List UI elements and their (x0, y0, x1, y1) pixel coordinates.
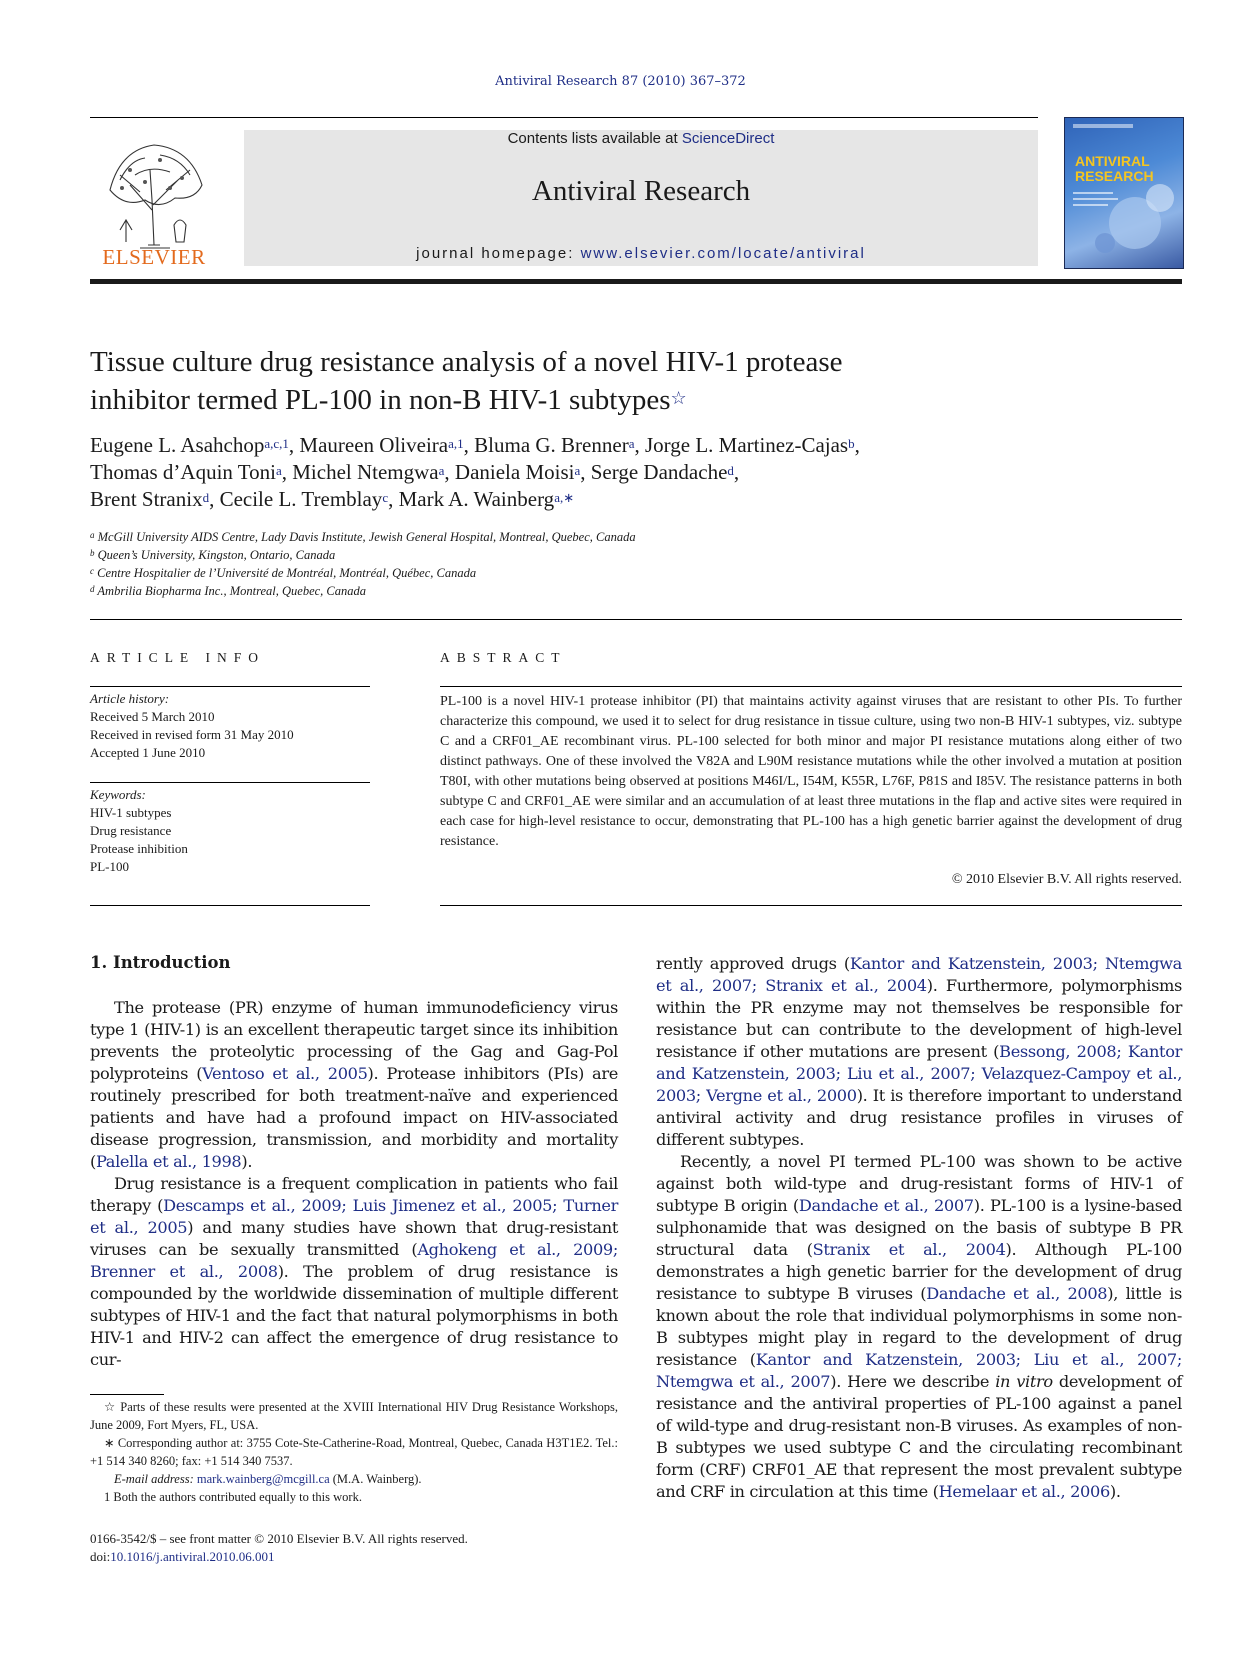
footnote-star: ☆ Parts of these results were presented at the XVIII International HIV Drug Resistance Workshops, June 2009, Fort Myers, FL, USA. (90, 1400, 618, 1432)
article-info-heading: ARTICLE INFO (90, 650, 266, 665)
doi-prefix: doi: (90, 1549, 111, 1564)
abstract-heading: ABSTRACT (440, 650, 567, 665)
author-name: Maureen Oliveira (299, 433, 449, 457)
title-line-2: inhibitor termed PL-100 in non-B HIV-1 subtypes (90, 384, 671, 416)
author-name: Cecile L. Tremblay (219, 487, 383, 511)
cover-artwork (1065, 118, 1183, 268)
affiliation-mark: a (90, 530, 95, 540)
author-separator: , (733, 460, 740, 484)
body-text: rently approved drugs ( (656, 954, 850, 973)
title-star-note[interactable]: ☆ (670, 388, 687, 408)
footnote-equal-contribution: 1 Both the authors contributed equally to this work. (104, 1490, 362, 1504)
citation-link[interactable]: Kantor and Katzenstein, 2003; Ntemgwa et al., 2007; Stranix et al., 2004 (656, 954, 1182, 995)
footnote-email (90, 1470, 618, 1488)
journal-citation[interactable]: Antiviral Research 87 (2010) 367–372 (495, 74, 746, 89)
author-affiliation-mark[interactable]: d (727, 463, 734, 478)
journal-cover-image[interactable] (1064, 117, 1184, 269)
keyword-item: Protease inhibition (90, 841, 188, 856)
title-line-1: Tissue culture drug resistance analysis of a novel HIV-1 protease (90, 346, 843, 378)
affiliation-text: Queen’s University, Kingston, Ontario, Canada (97, 548, 336, 562)
footnote-rule (90, 1394, 164, 1395)
keywords (90, 786, 370, 876)
received-date: Received 5 March 2010 (90, 709, 215, 724)
citation-link[interactable]: Dandache et al., 2008 (926, 1284, 1108, 1303)
info-rule (90, 686, 370, 687)
keyword-item: Drug resistance (90, 823, 172, 838)
body-text: ). (1109, 1482, 1121, 1501)
author-separator: , (288, 433, 300, 457)
section-heading-introduction: 1. Introduction (90, 953, 231, 972)
keyword-item: PL-100 (90, 859, 129, 874)
affiliation-text: Ambrilia Biopharma Inc., Montreal, Quebec, Canada (97, 584, 367, 598)
author-affiliation-mark[interactable]: a,c,1 (264, 436, 289, 451)
abstract-text: PL-100 is a novel HIV-1 protease inhibitor (PI) that maintains activity against viruses that are resistant to other PIs. To further characterize this compound, we used it to select for drug resistance in tissue culture, using two non-B HIV-1 subtypes, viz. subtype C and a CRF01_AE recombinant virus. PL-100 selected for both minor and major PI resistance mutations along either of two distinct pathways. One of these involved the V82A and L90M resistance mutations while the other involved a mutation at position T80I, with other mutations being observed at positions M46I/L, I54M, K55R, L76F, P81S and I85V. The resistance patterns in both subtype C and CRF01_AE were similar and an accumulation of at least three mutations in the flap and active sites were required in each case for high-level resistance to occur, demonstrating that PL-100 has a high genetic barrier against the development of drug resistance. (440, 694, 1182, 849)
contents-line (244, 130, 1038, 147)
article-title (90, 343, 1090, 419)
doi-link[interactable]: 10.1016/j.antiviral.2010.06.001 (110, 1549, 275, 1564)
info-rule (90, 782, 370, 783)
author-affiliation-mark[interactable]: a (628, 436, 635, 451)
author-name: Michel Ntemgwa (292, 460, 439, 484)
citation-link[interactable]: Hemelaar et al., 2006 (938, 1482, 1110, 1501)
affiliation-item (90, 564, 1090, 582)
body-column-right (656, 953, 1182, 1503)
italic-text: in vitro (995, 1372, 1053, 1391)
affiliation-text: McGill University AIDS Centre, Lady Davis Institute, Jewish General Hospital, Montreal, Quebec, Canada (97, 530, 636, 544)
homepage-line (244, 245, 1038, 262)
accepted-date: Accepted 1 June 2010 (90, 745, 206, 760)
citation-link[interactable]: Kantor and Katzenstein, 2003; Liu et al., 2007; Ntemgwa et al., 2007 (656, 1350, 1182, 1391)
author-separator: , (463, 433, 475, 457)
email-suffix: (M.A. Wainberg). (329, 1472, 422, 1486)
paragraph (90, 1173, 618, 1371)
publisher-logo-text: ELSEVIER (102, 245, 206, 269)
citation-link[interactable]: Ventoso et al., 2005 (202, 1064, 368, 1083)
section-rule (90, 619, 1182, 620)
author-affiliation-mark[interactable]: c (382, 490, 389, 505)
front-matter (90, 1530, 690, 1566)
body-text: Drug resistance is a frequent complication in patients who fail therapy ( (90, 1174, 618, 1215)
author-name: Jorge L. Martinez-Cajas (644, 433, 849, 457)
author-separator: , (580, 460, 591, 484)
header-rule-bottom (90, 279, 1182, 284)
affiliations (90, 528, 1090, 600)
body-text: ), little is known about the role that individual polymorphisms in some non-B subtypes might play in regard to the development of drug resistance ( (656, 1284, 1182, 1369)
affiliation-item (90, 528, 1090, 546)
author-line-3 (90, 486, 1190, 513)
body-text: ) and many studies have shown that drug-resistant viruses can be sexually transmitted ( (90, 1218, 618, 1259)
body-text: ). Protease inhibitors (PIs) are routinely prescribed for both treatment-naïve and experienced patients and have had a profound impact on HIV-associated disease progression, transmission, and morbidity and mortality ( (90, 1064, 618, 1171)
keyword-item: HIV-1 subtypes (90, 805, 172, 820)
abstract-rule (440, 686, 1182, 687)
affiliation-mark: d (90, 584, 95, 594)
citation-link[interactable]: Descamps et al., 2009; Luis Jimenez et al., 2005; Turner et al., 2005 (90, 1196, 619, 1237)
journal-name: Antiviral Research (531, 175, 751, 207)
author-name: Brent Stranix (90, 487, 203, 511)
author-separator: , (444, 460, 455, 484)
body-column-left (90, 997, 618, 1371)
body-text: The protease (PR) enzyme of human immunodeficiency virus type 1 (HIV-1) is an excellent therapeutic target since its inhibition prevents the proteolytic processing of the Gag and Gag-Pol polyproteins ( (90, 998, 618, 1083)
author-list (90, 432, 1190, 513)
citation-link[interactable]: Bessong, 2008; Kantor and Katzenstein, 2003; Liu et al., 2007; Velazquez-Campoy et al., 2003; Vergne et al., 2000 (656, 1042, 1182, 1105)
footnote-corresponding: ∗ Corresponding author at: 3755 Cote-Ste-Catherine-Road, Montreal, Quebec, Canada H3T1E2. Tel.: +1 514 340 8260; fax: +1 514 340 7537. (90, 1436, 618, 1468)
abstract-rule (440, 905, 1182, 906)
body-text: ). PL-100 is a lysine-based sulphonamide that was designed on the basis of subtype B PR structural data ( (656, 1196, 1182, 1259)
author-affiliation-mark[interactable]: d (202, 490, 210, 505)
paragraph (656, 1151, 1182, 1503)
author-separator: , (209, 487, 220, 511)
author-name: Bluma G. Brenner (474, 433, 629, 457)
cover-title: ANTIVIRAL RESEARCH (1075, 153, 1154, 184)
citation-link[interactable]: Palella et al., 1998 (95, 1152, 242, 1171)
author-affiliation-mark[interactable]: a (438, 463, 445, 478)
footnotes (90, 1398, 618, 1506)
body-text: ). Here we describe (830, 1372, 996, 1391)
author-affiliation-mark[interactable]: a (275, 463, 282, 478)
citation-link[interactable]: Aghokeng et al., 2009; Brenner et al., 2008 (90, 1240, 618, 1281)
issn-line: 0166-3542/$ – see front matter © 2010 Elsevier B.V. All rights reserved. (90, 1531, 468, 1546)
affiliation-item (90, 582, 1090, 600)
affiliation-text: Centre Hospitalier de l’Université de Montréal, Montréal, Québec, Canada (97, 566, 477, 580)
email-link[interactable]: mark.wainberg@mcgill.ca (196, 1472, 330, 1486)
body-text: ). Furthermore, polymorphisms within the PR enzyme may not themselves be responsible for resistance but can contribute to the development of high-level resistance if other mutations are present ( (656, 976, 1182, 1061)
paragraph (90, 997, 618, 1173)
affiliation-mark: c (90, 566, 94, 576)
author-affiliation-mark[interactable]: a,∗ (554, 490, 575, 505)
paragraph (656, 953, 1182, 1151)
affiliation-item (90, 546, 1090, 564)
author-name: Thomas d’Aquin Toni (90, 460, 276, 484)
author-name: Daniela Moisi (454, 460, 575, 484)
history-label: Article history: (90, 691, 170, 706)
body-text: ). It is therefore important to understand antiviral activity and drug resistance profiles in viruses of different subtypes. (656, 1086, 1182, 1149)
author-separator: , (854, 433, 860, 457)
body-text: development of resistance and the antiviral properties of PL-100 against a panel of wild-type and drug-resistant non-B viruses. As examples of non-B subtypes we used subtype C and the circulating recombinant form (CRF) CRF01_AE that represent the most prevalent subtype and CRF in circulation at this time ( (656, 1372, 1183, 1501)
author-affiliation-mark[interactable]: a,1 (448, 436, 464, 451)
author-name: Mark A. Wainberg (398, 487, 555, 511)
citation-link[interactable]: Stranix et al., 2004 (812, 1240, 1006, 1259)
revised-date: Received in revised form 31 May 2010 (90, 727, 294, 742)
affiliation-mark: b (90, 548, 95, 558)
author-name: Eugene L. Asahchop (90, 433, 265, 457)
sciencedirect-link[interactable]: ScienceDirect (681, 130, 775, 147)
author-line-2 (90, 459, 1190, 486)
article-history (90, 690, 370, 762)
keywords-label: Keywords: (90, 787, 146, 802)
author-affiliation-mark[interactable]: a (574, 463, 581, 478)
author-separator: , (281, 460, 293, 484)
body-text: Recently, a novel PI termed PL-100 was shown to be active against both wild-type and drug-resistant forms of HIV-1 of subtype B origin ( (656, 1152, 1182, 1215)
body-text: ). The problem of drug resistance is compounded by the worldwide dissemination of multiple different subtypes of HIV-1 and the fact that natural polymorphisms in both HIV-1 and HIV-2 can affect the emergence of drug resistance to cur- (90, 1262, 619, 1369)
body-text: ). (241, 1152, 253, 1171)
abstract-copyright: © 2010 Elsevier B.V. All rights reserved. (951, 872, 1182, 887)
author-separator: , (388, 487, 399, 511)
author-name: Serge Dandache (590, 460, 728, 484)
email-label: E-mail address: (114, 1472, 197, 1486)
info-rule (90, 905, 370, 906)
author-separator: , (634, 433, 645, 457)
homepage-prefix: journal homepage: (416, 245, 581, 262)
author-line-1 (90, 432, 1190, 459)
homepage-link[interactable]: www.elsevier.com/locate/antiviral (580, 245, 866, 262)
author-affiliation-mark[interactable]: b (848, 436, 855, 451)
doi-line (90, 1548, 690, 1566)
contents-prefix: Contents lists available at (507, 130, 682, 147)
header-rule-top (90, 117, 1038, 118)
body-text: ). Although PL-100 demonstrates a high genetic barrier for the development of drug resistance to subtype B viruses ( (656, 1240, 1182, 1303)
citation-link[interactable]: Dandache et al., 2007 (798, 1196, 974, 1215)
